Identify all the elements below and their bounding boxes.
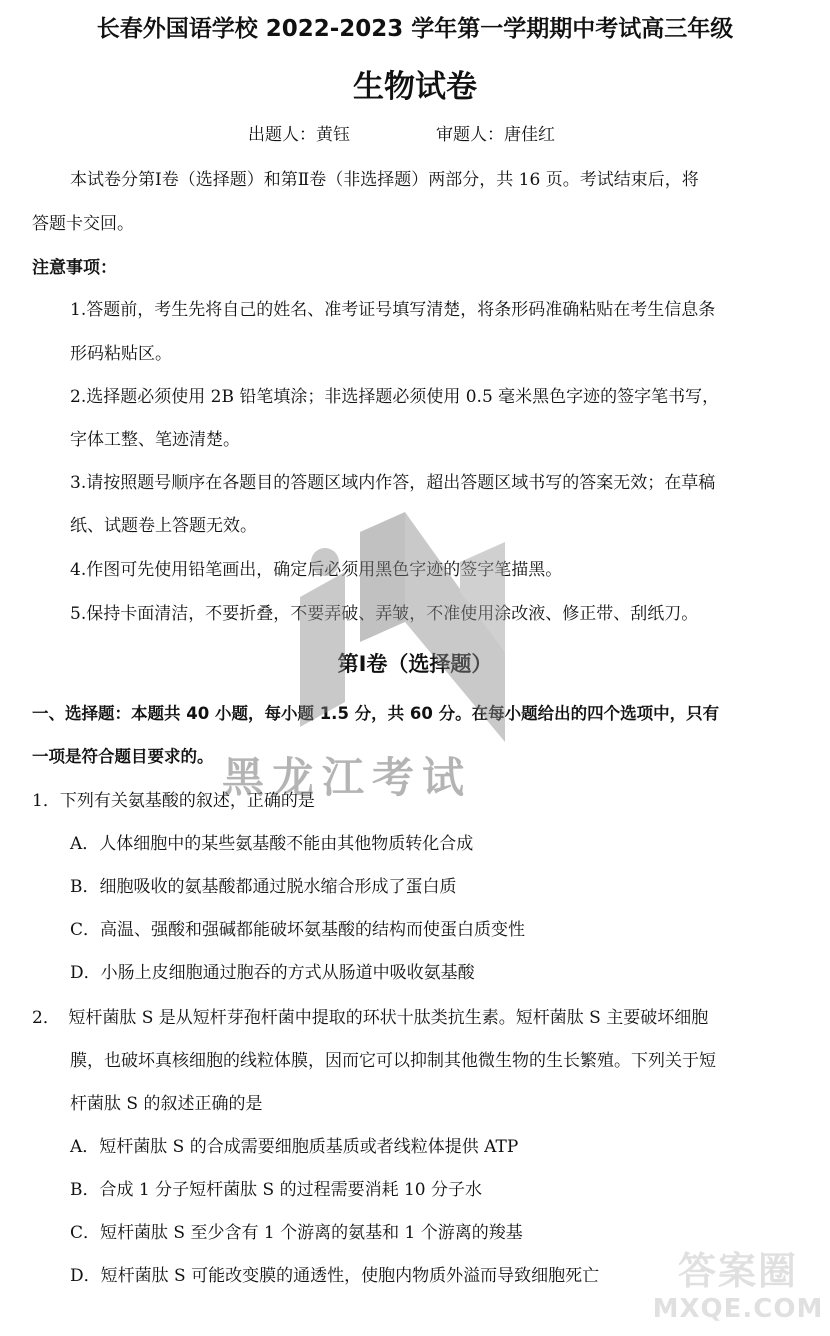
reviewer-name: 审题人：唐佳红: [436, 125, 555, 145]
question-2-option-d: D．短杆菌肽 S 可能改变膜的通透性，使胞内物质外溢而导致细胞死亡: [70, 1266, 600, 1286]
question-2-option-b: B．合成 1 分子短杆菌肽 S 的过程需要消耗 10 分子水: [70, 1180, 483, 1200]
question-2-stem-line-2: 膜，也破坏真核细胞的线粒体膜，因而它可以抑制其他微生物的生长繁殖。下列关于短: [70, 1051, 716, 1071]
question-2-option-c: C．短杆菌肽 S 至少含有 1 个游离的氨基和 1 个游离的羧基: [70, 1223, 523, 1243]
setters-line: [248, 124, 555, 146]
watermark-corner-text: 答案圈: [677, 1249, 798, 1293]
note-5: 5.保持卡面清洁，不要折叠，不要弄破、弄皱，不准使用涂改液、修正带、刮纸刀。: [70, 604, 699, 624]
question-2-option-a: A．短杆菌肽 S 的合成需要细胞质基质或者线粒体提供 ATP: [70, 1137, 519, 1157]
watermark-corner-url: MXQE.COM: [652, 1294, 824, 1324]
question-2-stem-line-1: 2． 短杆菌肽 S 是从短杆芽孢杆菌中提取的环状十肽类抗生素。短杆菌肽 S 主要破坏细胞: [32, 1008, 709, 1028]
question-2-stem-line-3: 杆菌肽 S 的叙述正确的是: [70, 1094, 263, 1114]
note-4: 4.作图可先使用铅笔画出，确定后必须用黑色字迹的签字笔描黑。: [70, 560, 563, 580]
watermark-corner: [648, 1246, 828, 1330]
question-1-option-d: D．小肠上皮细胞通过胞吞的方式从肠道中吸收氨基酸: [70, 963, 475, 983]
note-2-line-1: 2.选择题必须使用 2B 铅笔填涂；非选择题必须使用 0.5 毫米黑色字迹的签字笔书写，: [70, 387, 720, 407]
note-1-line-1: 1.答题前，考生先将自己的姓名、准考证号填写清楚，将条形码准确粘贴在考生信息条: [70, 300, 716, 320]
watermark-center-text: 黑龙江考试: [222, 753, 473, 802]
note-2-line-2: 字体工整、笔迹清楚。: [70, 430, 240, 450]
question-1-option-b: B．细胞吸收的氨基酸都通过脱水缩合形成了蛋白质: [70, 877, 457, 897]
question-1-option-c: C．高温、强酸和强碱都能破坏氨基酸的结构而使蛋白质变性: [70, 920, 526, 940]
section-title: 第Ⅰ卷（选择题）: [337, 652, 493, 676]
note-3-line-1: 3.请按照题号顺序在各题目的答题区域内作答，超出答题区域书写的答案无效；在草稿: [70, 473, 716, 493]
school-title: 长春外国语学校 2022-2023 学年第一学期期中考试高三年级: [96, 16, 734, 42]
subject-title: 生物试卷: [353, 69, 477, 105]
setter-name: 出题人：黄钰: [248, 125, 350, 145]
question-1-stem: 1．下列有关氨基酸的叙述，正确的是: [32, 791, 315, 811]
intro-line-2: 答题卡交回。: [32, 214, 134, 234]
note-1-line-2: 形码粘贴区。: [70, 344, 172, 364]
question-1-option-a: A．人体细胞中的某些氨基酸不能由其他物质转化合成: [70, 834, 474, 854]
section-instruction-line-2: 一项是符合题目要求的。: [32, 747, 214, 766]
note-3-line-2: 纸、试题卷上答题无效。: [70, 516, 257, 536]
section-instruction-line-1: 一、选择题：本题共 40 小题，每小题 1.5 分，共 60 分。在每小题给出的四个选项中，只有: [32, 704, 720, 723]
intro-line-1: 本试卷分第Ⅰ卷（选择题）和第Ⅱ卷（非选择题）两部分，共 16 页。考试结束后，将: [70, 170, 699, 190]
notes-heading: 注意事项：: [32, 258, 117, 278]
